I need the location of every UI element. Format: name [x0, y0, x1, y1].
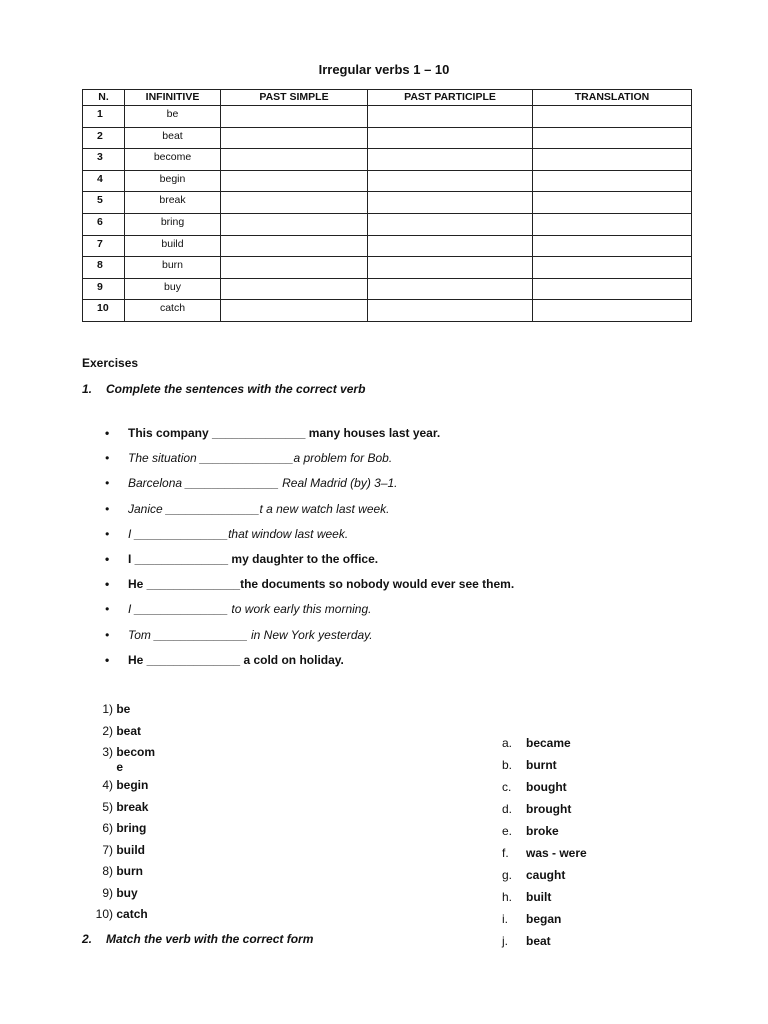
sentence-text: Barcelona ______________ Real Madrid (by) 3–1. [128, 476, 398, 491]
forms-list [502, 736, 587, 956]
list-item [88, 724, 158, 746]
translation-cell[interactable] [533, 192, 692, 214]
list-item [105, 653, 514, 678]
past-participle-cell[interactable] [368, 300, 533, 322]
item-word: was - were [526, 846, 587, 860]
past-simple-cell[interactable] [221, 300, 368, 322]
item-label: 6) [102, 821, 113, 835]
past-simple-cell[interactable] [221, 106, 368, 128]
table-row [83, 170, 692, 192]
table-row [83, 106, 692, 128]
item-word: beat [116, 723, 142, 738]
row-number: 1 [83, 106, 125, 128]
row-number: 2 [83, 127, 125, 149]
infinitive-cell: be [125, 106, 221, 128]
translation-cell[interactable] [533, 300, 692, 322]
list-item [502, 736, 587, 758]
item-word: broke [526, 824, 559, 838]
item-label: g. [502, 868, 513, 882]
list-item [502, 846, 587, 868]
item-label: d. [502, 802, 513, 816]
exercise-1-number: 1. [82, 382, 93, 396]
item-word: burnt [526, 758, 557, 772]
list-item [105, 552, 514, 577]
infinitive-cell: burn [125, 257, 221, 279]
item-word: became [526, 736, 571, 750]
item-word: bring [116, 821, 147, 835]
past-simple-cell[interactable] [221, 192, 368, 214]
table-row [83, 257, 692, 279]
item-label: 9) [102, 885, 113, 900]
infinitive-cell: become [125, 149, 221, 171]
list-item [502, 824, 587, 846]
infinitive-cell: break [125, 192, 221, 214]
list-item [105, 527, 514, 552]
sentence-text: I ______________ to work early this morning. [128, 602, 372, 617]
past-participle-cell[interactable] [368, 149, 533, 171]
list-item [88, 907, 158, 929]
sentence-text: Tom ______________ in New York yesterday. [128, 627, 373, 642]
bullet-icon: • [105, 551, 110, 566]
item-label: 5) [102, 799, 113, 814]
list-item [105, 602, 514, 627]
item-word: become [116, 745, 156, 774]
past-participle-cell[interactable] [368, 170, 533, 192]
list-item [88, 800, 158, 822]
item-label: 3) [102, 745, 113, 759]
exercises-label: Exercises [82, 356, 139, 370]
header-infinitive: INFINITIVE [125, 90, 221, 106]
table-row [83, 278, 692, 300]
list-item [502, 802, 587, 824]
list-item [88, 886, 158, 908]
item-label: 8) [102, 864, 113, 878]
sentence-list [105, 426, 514, 678]
bullet-icon: • [105, 652, 110, 667]
past-simple-cell[interactable] [221, 149, 368, 171]
exercise-2-number: 2. [82, 932, 93, 946]
list-item [502, 780, 587, 802]
row-number: 5 [83, 192, 125, 214]
list-item [88, 778, 158, 800]
list-item [105, 426, 514, 451]
row-number: 6 [83, 213, 125, 235]
item-word: begin [116, 778, 149, 792]
translation-cell[interactable] [533, 257, 692, 279]
past-participle-cell[interactable] [368, 235, 533, 257]
list-item [105, 628, 514, 653]
list-item [502, 934, 587, 956]
item-label: 2) [102, 723, 113, 738]
item-word: began [526, 912, 562, 926]
past-participle-cell[interactable] [368, 127, 533, 149]
row-number: 9 [83, 278, 125, 300]
infinitive-cell: beat [125, 127, 221, 149]
translation-cell[interactable] [533, 106, 692, 128]
bullet-icon: • [105, 577, 110, 592]
item-word: bought [526, 780, 567, 794]
list-item [88, 864, 158, 886]
bullet-icon: • [105, 627, 110, 642]
infinitive-cell: buy [125, 278, 221, 300]
sentence-text: Janice ______________t a new watch last week. [128, 501, 390, 516]
past-participle-cell[interactable] [368, 257, 533, 279]
table-row [83, 235, 692, 257]
bullet-icon: • [105, 602, 110, 617]
item-label: c. [502, 780, 512, 794]
past-participle-cell[interactable] [368, 278, 533, 300]
row-number: 3 [83, 149, 125, 171]
translation-cell[interactable] [533, 278, 692, 300]
translation-cell[interactable] [533, 235, 692, 257]
list-item [88, 745, 158, 778]
list-item [105, 451, 514, 476]
list-item [502, 890, 587, 912]
exercise-1-heading [82, 382, 365, 396]
header-past-simple: PAST SIMPLE [221, 90, 368, 106]
translation-cell[interactable] [533, 213, 692, 235]
row-number: 7 [83, 235, 125, 257]
item-label: j. [502, 934, 508, 948]
list-item [502, 758, 587, 780]
item-label: e. [502, 824, 513, 838]
list-item [105, 502, 514, 527]
header-translation: TRANSLATION [533, 90, 692, 106]
infinitive-cell: build [125, 235, 221, 257]
past-simple-cell[interactable] [221, 278, 368, 300]
item-label: 7) [102, 842, 113, 857]
document-title: Irregular verbs 1 – 10 [318, 62, 450, 77]
list-item [502, 868, 587, 890]
infinitive-cell: catch [125, 300, 221, 322]
past-participle-cell[interactable] [368, 192, 533, 214]
item-word: build [116, 842, 146, 857]
sentence-text: I ______________ my daughter to the office. [128, 551, 379, 566]
sentence-text: He ______________ a cold on holiday. [128, 652, 344, 667]
row-number: 8 [83, 257, 125, 279]
item-word: catch [116, 907, 148, 921]
table-row [83, 127, 692, 149]
item-label: 1) [102, 702, 113, 716]
header-n: N. [83, 90, 125, 106]
bullet-icon: • [105, 451, 110, 466]
item-word: buy [116, 885, 138, 900]
verbs-list [88, 702, 158, 929]
item-label: b. [502, 758, 513, 772]
list-item [105, 577, 514, 602]
infinitive-cell: bring [125, 213, 221, 235]
past-simple-cell[interactable] [221, 235, 368, 257]
past-simple-cell[interactable] [221, 170, 368, 192]
list-item [88, 821, 158, 843]
item-label: 4) [102, 778, 113, 792]
exercise-1-title: Complete the sentences with the correct verb [106, 382, 366, 396]
past-simple-cell[interactable] [221, 213, 368, 235]
row-number: 4 [83, 170, 125, 192]
item-label: 10) [95, 907, 113, 921]
sentence-text: I ______________that window last week. [128, 526, 349, 541]
bullet-icon: • [105, 526, 110, 541]
list-item [105, 476, 514, 501]
row-number: 10 [83, 300, 125, 322]
table-row [83, 149, 692, 171]
item-word: built [526, 890, 552, 904]
item-word: be [116, 702, 131, 716]
sentence-text: This company ______________ many houses last year. [128, 426, 441, 440]
sentence-text: The situation ______________a problem for Bob. [128, 451, 393, 466]
past-simple-cell[interactable] [221, 127, 368, 149]
exercise-2-title: Match the verb with the correct form [106, 932, 314, 946]
item-label: h. [502, 890, 513, 904]
table-row [83, 300, 692, 322]
item-word: brought [526, 802, 572, 816]
item-word: burn [116, 864, 144, 878]
past-participle-cell[interactable] [368, 213, 533, 235]
table-header-row [83, 90, 692, 106]
item-word: caught [526, 868, 566, 882]
irregular-verbs-table [82, 89, 692, 322]
table-row [83, 213, 692, 235]
past-simple-cell[interactable] [221, 257, 368, 279]
past-participle-cell[interactable] [368, 106, 533, 128]
item-word: break [116, 799, 149, 814]
translation-cell[interactable] [533, 127, 692, 149]
list-item [88, 702, 158, 724]
bullet-icon: • [105, 476, 110, 491]
sentence-text: He ______________the documents so nobody would ever see them. [128, 577, 515, 592]
item-word: beat [526, 934, 551, 948]
header-past-participle: PAST PARTICIPLE [368, 90, 533, 106]
table-row [83, 192, 692, 214]
list-item [502, 912, 587, 934]
item-label: i. [502, 912, 508, 926]
translation-cell[interactable] [533, 170, 692, 192]
infinitive-cell: begin [125, 170, 221, 192]
bullet-icon: • [105, 501, 110, 516]
bullet-icon: • [105, 426, 110, 440]
translation-cell[interactable] [533, 149, 692, 171]
item-label: f. [502, 846, 509, 860]
exercise-2-heading [82, 932, 313, 946]
item-label: a. [502, 736, 513, 750]
list-item [88, 843, 158, 865]
